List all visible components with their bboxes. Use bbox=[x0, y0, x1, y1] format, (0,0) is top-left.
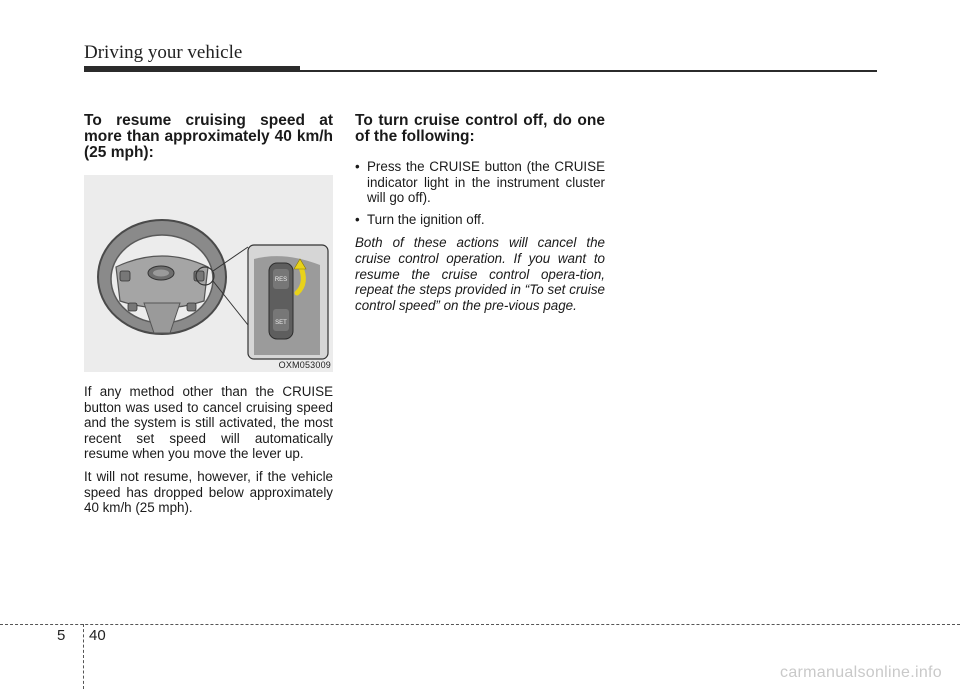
page-number: 40 bbox=[89, 627, 106, 644]
list-item-text: Press the CRUISE button (the CRUISE indicator light in the instrument cluster will go off). bbox=[367, 159, 605, 206]
right-column bbox=[355, 113, 605, 320]
figure-code: OXM053009 bbox=[278, 360, 331, 370]
list-item bbox=[355, 212, 605, 228]
footer-divider bbox=[0, 624, 960, 625]
resume-paragraph-2: It will not resume, however, if the vehicle speed has dropped below approximately 40 km/h (25 mph). bbox=[84, 468, 333, 516]
header-rule-thin bbox=[300, 70, 877, 72]
steering-wheel-figure bbox=[84, 175, 333, 372]
bullet-icon: • bbox=[355, 159, 360, 174]
footer-vertical-divider bbox=[83, 624, 84, 689]
list-item bbox=[355, 159, 605, 206]
cruise-off-heading: To turn cruise control off, do one of the following: bbox=[355, 112, 605, 145]
bullet-icon: • bbox=[355, 211, 360, 227]
cruise-off-list bbox=[355, 159, 605, 227]
set-label: SET bbox=[275, 320, 287, 326]
steering-wheel-illustration bbox=[84, 175, 333, 372]
left-column bbox=[84, 113, 333, 523]
resume-paragraph-1: If any method other than the CRUISE button was used to cancel cruising speed and the system is still activated, the most recent set speed will automatically resume when you move the lever up. bbox=[84, 384, 333, 462]
resume-heading: To resume cruising speed at more than approximately 40 km/h (25 mph): bbox=[84, 112, 333, 161]
header-rule-thick bbox=[84, 66, 300, 72]
list-item-text: Turn the ignition off. bbox=[367, 211, 485, 227]
watermark: carmanualsonline.info bbox=[780, 664, 942, 681]
header-title: Driving your vehicle bbox=[84, 42, 243, 63]
res-label: RES bbox=[274, 277, 288, 283]
chapter-number: 5 bbox=[57, 627, 66, 644]
cruise-off-note: Both of these actions will cancel the cruise control operation. If you want to resume the cruise control opera-tion, repeat the steps provided in “To set cruise control speed” on the pre-vious page. bbox=[355, 235, 605, 313]
